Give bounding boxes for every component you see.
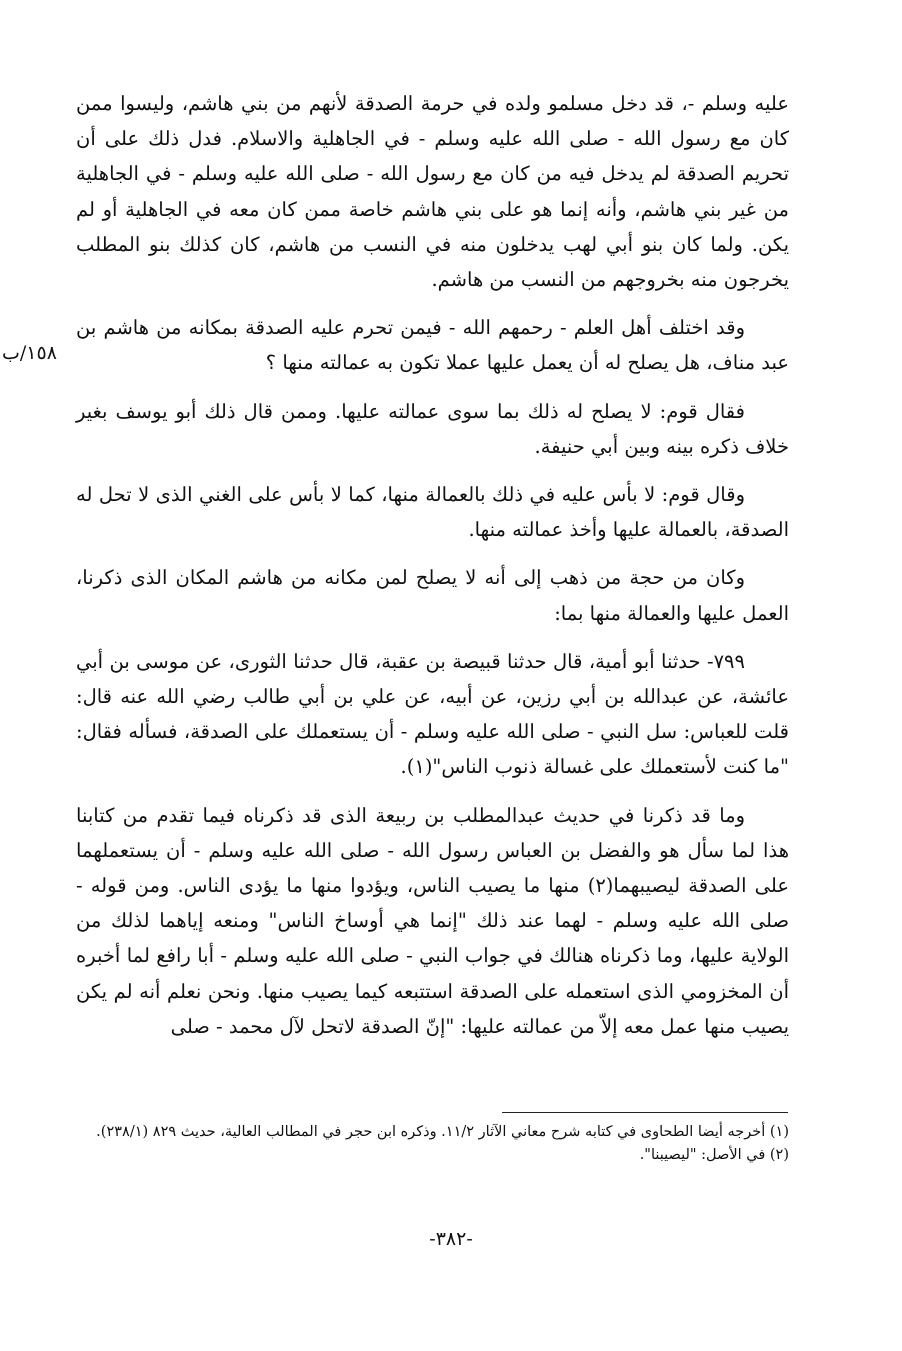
paragraph-2: وقد اختلف أهل العلم - رحمهم الله - فيمن تحرم عليه الصدقة بمكانه من هاشم بن عبد مناف، هل يصلح له أن يعمل عليها عملا تكون به عمالته منها ؟ [76,316,789,375]
footnote-1: (١) أخرجه أيضا الطحاوى في كتابه شرح معاني الآثار ١١/٢. وذكره ابن حجر في المطالب العالية، حديث ٨٢٩ (٢٣٨/١). [96,1124,789,1140]
paragraph-1: عليه وسلم -، قد دخل مسلمو ولده في حرمة الصدقة لأنهم من بني هاشم، وليسوا ممن كان مع رسول الله - صلى الله عليه وسلم - في الجاهلية والاسلام. فدل ذلك على أن تحريم الصدقة لم يدخل فيه من كان مع رسول الله - صلى الله عليه وسلم - في الجاهلية من غير بني هاشم، وأنه إنما هو على بني هاشم خاصة ممن كان معه في الجاهلية أو لم يكن. ولما كان بنو أبي لهب يدخلون منه في النسب من هاشم، كان كذلك بنو المطلب يخرجون منه بخروجهم من النسب من هاشم. [76,92,789,292]
footnotes [76,1121,789,1167]
footnote-divider [502,1112,788,1113]
hadith-799: ٧٩٩- حدثنا أبو أمية، قال حدثنا قبيصة بن عقبة، قال حدثنا الثورى، عن موسى بن أبي عائشة، عن عبدالله بن أبي رزين، عن أبيه، عن علي بن أبي طالب رضي الله عنه قال: قلت للعباس: سل النبي - صلى الله عليه وسلم - أن يستعملك على الصدقة، فسأله فقال: "ما كنت لأستعملك على غسالة ذنوب الناس"(١). [76,649,789,779]
main-text [76,86,789,1057]
paragraph-4: وقال قوم: لا بأس عليه في ذلك بالعمالة منها، كما لا بأس على الغني الذى لا تحل له الصدقة، بالعمالة عليها وأخذ عمالته منها. [76,483,789,542]
footnote-2: (٢) في الأصل: "ليصيبنا". [639,1147,789,1163]
paragraph-3: فقال قوم: لا يصلح له ذلك بما سوى عمالته عليها. وممن قال ذلك أبو يوسف بغير خلاف ذكره بينه وبين أبي حنيفة. [76,399,789,458]
page-number: -٣٨٢- [429,1228,473,1250]
paragraph-7: وما قد ذكرنا في حديث عبدالمطلب بن ربيعة الذى قد ذكرناه فيما تقدم من كتابنا هذا لما سأل هو والفضل بن العباس رسول الله - صلى الله عليه وسلم - أن يستعملهما على الصدقة ليصيبهما(٢) منها ما يصيب الناس، ويؤدوا منها ما يؤدى الناس. ومن قوله - صلى الله عليه وسلم - لهما عند ذلك "إنما هي أوساخ الناس" ومنعه إياهما لذلك من الولاية عليها، وما ذكرناه هنالك في جواب النبي - صلى الله عليه وسلم - أبا رافع لما أخبره أن المخزومي الذى استعمله على الصدقة استتبعه كيما يصيب منها. ونحن نعلم أنه لم يكن يصيب منها عمل معه إلاّ من عمالته عليها: "إنّ الصدقة لاتحل لآل محمد - صلى [76,803,790,1038]
margin-folio-note: ١٥٨/ب [2,342,57,364]
paragraph-5: وكان من حجة من ذهب إلى أنه لا يصلح لمن مكانه من هاشم المكان الذى ذكرنا، العمل عليها والعمالة منها بما: [76,566,789,625]
